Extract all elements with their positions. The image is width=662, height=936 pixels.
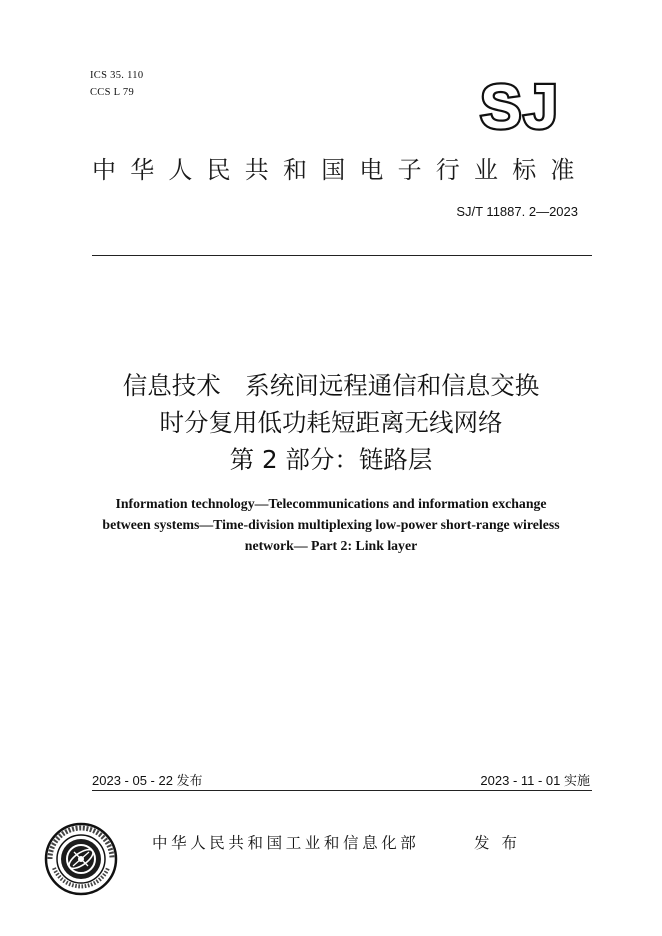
standard-number: SJ/T 11887. 2—2023	[456, 204, 578, 219]
english-title	[60, 493, 602, 556]
chinese-title	[60, 367, 602, 478]
chinese-title-line-1: 信息技术 系统间远程通信和信息交换	[122, 371, 540, 400]
standard-category: 中华人民共和国电子行业标准	[92, 156, 589, 184]
ccs-code: CCS L 79	[90, 87, 135, 98]
english-title-line-3: network— Part 2: Link layer	[244, 538, 418, 553]
publish-label: 发布	[474, 834, 530, 852]
english-title-line-1: Information technology—Telecommunications and information exchange	[115, 496, 547, 511]
header-divider	[92, 255, 592, 256]
ministry-seal-icon	[44, 822, 118, 896]
classification-codes	[90, 67, 143, 101]
footer-divider	[92, 790, 592, 791]
chinese-title-line-2: 时分复用低功耗短距离无线网络	[159, 408, 503, 437]
issue-date: 2023 - 05 - 22 发布	[92, 773, 203, 788]
publisher-name: 中华人民共和国工业和信息化部	[152, 834, 420, 852]
ics-code: ICS 35. 110	[90, 70, 144, 81]
sj-logo	[458, 76, 582, 134]
sj-logo-text: SJ	[480, 76, 560, 134]
chinese-title-line-3: 第 2 部分：链路层	[229, 445, 433, 474]
english-title-line-2: between systems—Time-division multiplexing low-power short-range wireless	[102, 517, 560, 532]
implementation-date: 2023 - 11 - 01 实施	[480, 773, 590, 788]
